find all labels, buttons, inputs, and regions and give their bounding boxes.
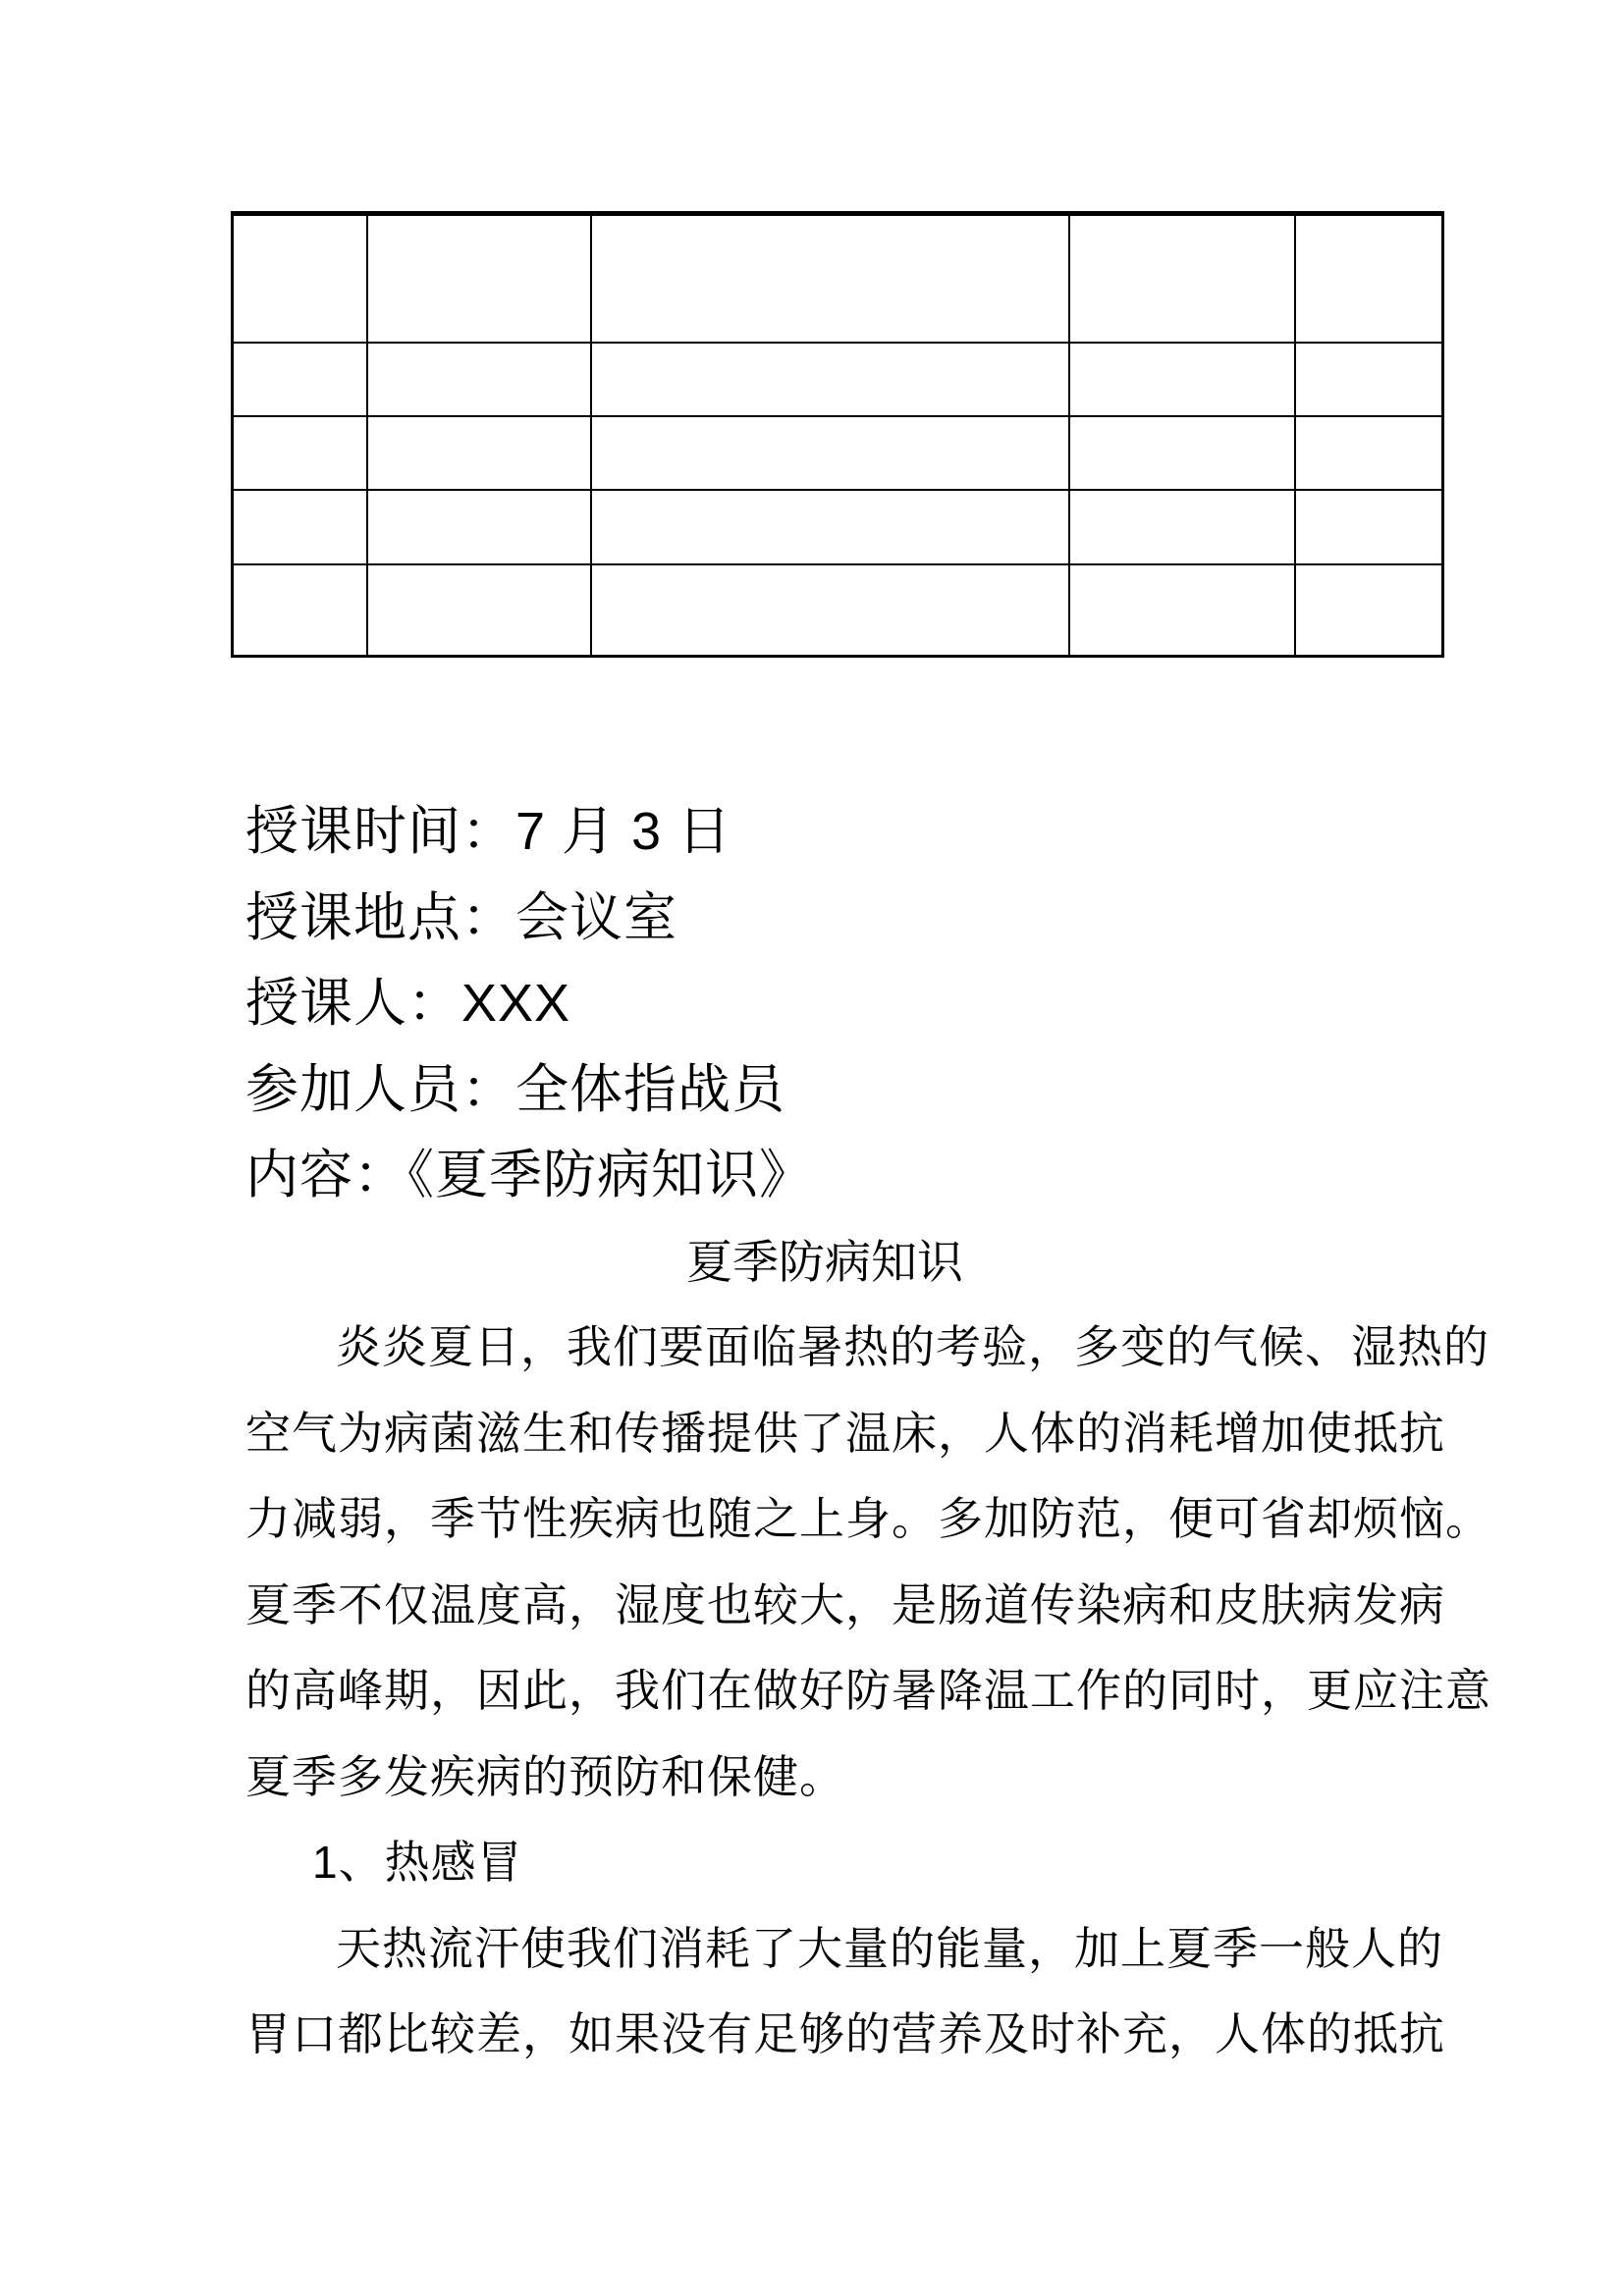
info-line-participants: 参加人员：全体指战员 [245,1059,785,1119]
paragraph1-line-2: 空气为病菌滋生和传播提供了温床，人体的消耗增加使抵抗 [245,1407,1445,1459]
schedule-table [231,211,1444,658]
table-cell [591,490,1069,563]
document-body [245,789,1491,2078]
table-cell [367,490,591,563]
info-line-lecturer: 授课人：XXX [245,974,571,1033]
table-cell [591,416,1069,490]
table-row [233,214,1443,344]
table-cell [591,564,1069,657]
table-cell [1295,214,1443,344]
table-cell [367,343,591,416]
table-cell [1069,416,1295,490]
info-line-content: 内容：《夏季防病知识》 [245,1146,813,1204]
table-cell [367,214,591,344]
table-row [233,490,1443,563]
table-cell [1069,564,1295,657]
info-line-location: 授课地点：会议室 [245,887,677,947]
paragraph1-line-5: 的高峰期，因此，我们在做好防暑降温工作的同时，更应注意 [245,1665,1491,1716]
table-cell [1069,490,1295,563]
table-cell [1069,343,1295,416]
table-row [233,564,1443,657]
paragraph1-line-1: 炎炎夏日，我们要面临暑热的考验，多变的气候、湿热的 [336,1321,1489,1372]
table-cell [233,564,367,657]
table-cell [591,343,1069,416]
table-cell [233,214,367,344]
paragraph1-line-4: 夏季不仅温度高，湿度也较大，是肠道传染病和皮肤病发病 [245,1578,1445,1630]
table-cell [233,343,367,416]
table-cell [1295,490,1443,563]
paragraph2-line-1: 天热流汗使我们消耗了大量的能量，加上夏季一般人的 [336,1922,1443,1974]
info-line-time: 授课时间：7 月 3 日 [245,802,732,861]
paragraph2-line-2: 胃口都比较差，如果没有足够的营养及时补充，人体的抵抗 [245,2008,1445,2059]
table-row [233,416,1443,490]
table-cell [1069,214,1295,344]
table-cell [233,490,367,563]
list-item-heading: 1、热感冒 [312,1837,523,1888]
table-cell [1295,564,1443,657]
section-title: 夏季防病知识 [686,1235,963,1288]
table-cell [591,214,1069,344]
table-cell [1295,343,1443,416]
table-cell [1295,416,1443,490]
paragraph1-line-3: 力减弱，季节性疾病也随之上身。多加防范，便可省却烦恼。 [245,1493,1491,1544]
table-row [233,343,1443,416]
table-cell [367,564,591,657]
table-cell [367,416,591,490]
table-cell [233,416,367,490]
paragraph1-line-6: 夏季多发疾病的预防和保健。 [245,1750,845,1802]
